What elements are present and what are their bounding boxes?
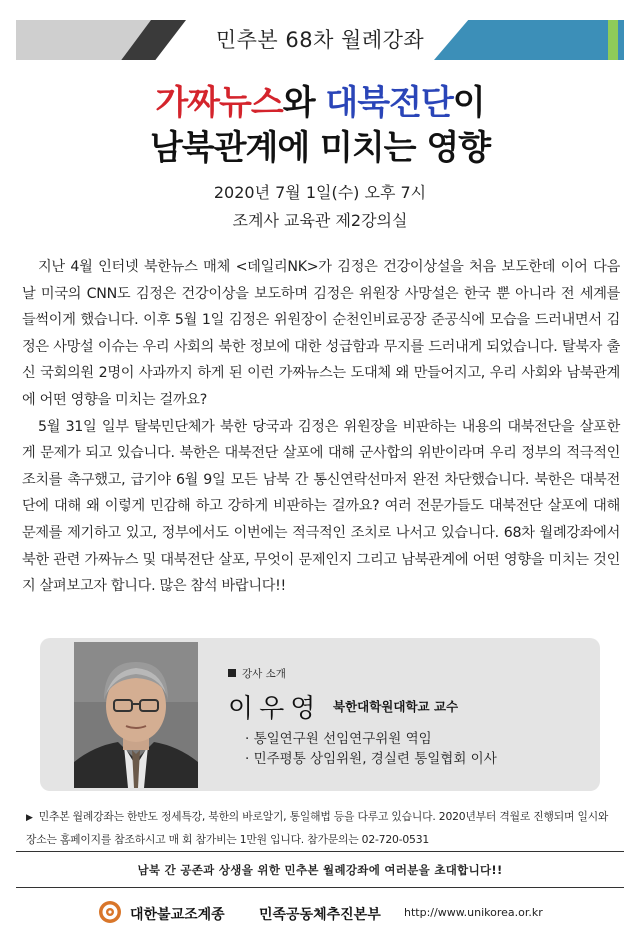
body-paragraph-1: 지난 4월 인터넷 북한뉴스 매체 <데일리NK>가 김정은 건강이상설을 처음 보도한데 이어 다음 날 미국의 CNN도 김정은 건강이상을 보도하며 김정은 위원장 사망설은 한국 뿐 아니라 전 세계를 들썩이게 했습니다. 이후 5월 1일 김정은 위원장이 순천인비료공장 준공식에 모습을 드러내면서 김정은 사망설 이슈는 우리 사회의 북한 정보에 대한 성급함과 무지를 드러내게 되었습니다. 탈북자 출신 국회의원 2명이 사과까지 하게 된 이런 가짜뉴스는 도대체 왜 만들어지고, 우리 사회와 남북관계에 어떤 영향을 미치는 걸까요? (22, 259, 620, 408)
lecturer-photo (74, 642, 198, 788)
footer-url-link[interactable]: http://www.unikorea.or.kr (404, 906, 543, 919)
body-paragraph-2: 5월 31일 일부 탈북민단체가 북한 당국과 김정은 위원장을 비판하는 내용의 대북전단을 살포한 게 문제가 되고 있습니다. 북한은 대북전단 살포에 대해 군사합의 위반이라며 우리 정부의 적극적인 조치를 촉구했고, 급기야 6월 9일 모든 남북 간 통신연락선마저 완전 차단했습니다. 북한은 대북전단에 대해 왜 이렇게 민감해 하고 강하게 비판하는 걸까요? 여러 전문가들도 대북전단 살포에 대해 문제를 제기하고 있고, 정부에서도 이번에는 적극적인 조치로 나서고 있습니다. 68차 월례강좌에서 북한 관련 가짜뉴스 및 대북전단 살포, 무엇이 문제인지 그리고 남북관계에 어떤 영향을 미치는 것인지 살펴보고자 합니다. 많은 참석 바랍니다!! (22, 418, 620, 595)
main-title-line1 (0, 75, 640, 124)
notice-text: ▶ 민추본 월례강좌는 한반도 정세특강, 북한의 바로알기, 통일해법 등을 다루고 있습니다. 2020년부터 격월로 진행되며 일시와 장소는 홈페이지를 참조하시고 매 회 참가비는 1만원 입니다. 참가문의는 02-720-0531 (26, 810, 609, 846)
title-keyword-fake-news: 가짜뉴스 (155, 83, 283, 123)
body-text (22, 254, 620, 600)
lecturer-career-item: · 민주평통 상임위원, 경실련 통일협회 이사 (245, 751, 497, 767)
title-particle: 이 (452, 83, 485, 123)
lecturer-box (40, 638, 600, 791)
lecturer-section-label: 강사 소개 (228, 666, 286, 681)
triangle-bullet-icon: ▶ (26, 813, 33, 823)
title-connector: 와 (282, 83, 326, 123)
title-keyword-leaflets: 대북전단 (325, 83, 453, 123)
footer-org-subname: 민족공동체추진본부 (259, 907, 381, 923)
invitation-text: 남북 간 공존과 상생을 위한 민추본 월례강좌에 여러분을 초대합니다!! (137, 863, 503, 877)
lecturer-affiliation: 북한대학원대학교 교수 (333, 699, 459, 714)
square-bullet-icon (228, 669, 236, 677)
divider (16, 851, 624, 852)
jogye-order-emblem-icon (98, 900, 122, 924)
lecturer-career-item: · 통일연구원 선임연구위원 역임 (245, 731, 432, 747)
event-venue: 조계사 교육관 제2강의실 (232, 211, 408, 230)
lecturer-name: 이우영 (228, 694, 322, 724)
divider (16, 887, 624, 888)
lecturer-portrait-image (74, 642, 198, 788)
header-banner (16, 20, 624, 60)
banner-title: 민추본 68차 월례강좌 (215, 28, 425, 52)
main-title-line2: 남북관계에 미치는 영향 (149, 128, 491, 168)
footer-org-name: 대한불교조계종 (130, 907, 225, 923)
event-date: 2020년 7월 1일(수) 오후 7시 (213, 183, 427, 202)
